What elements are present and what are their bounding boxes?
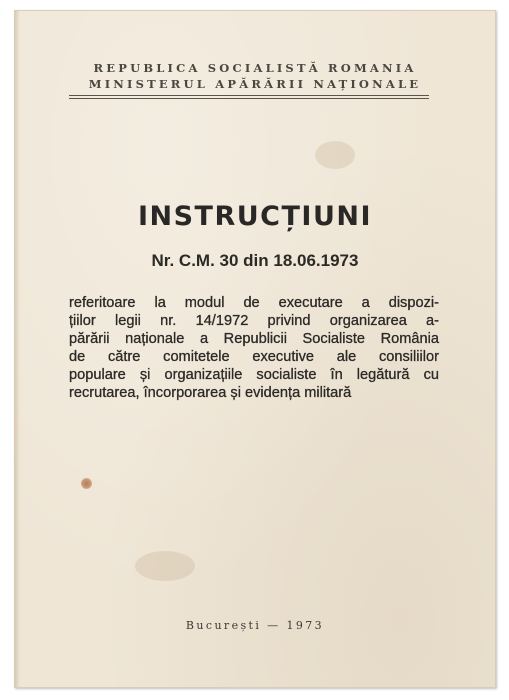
page-edge-shadow xyxy=(15,11,20,687)
description-line: populare și organizațiile socialiste în legătură cu xyxy=(69,367,439,383)
document-title: INSTRUCȚIUNI xyxy=(137,201,373,232)
document-number: Nr. C.M. 30 din 18.06.1973 xyxy=(151,251,359,270)
description-line: de către comitetele executive ale consiliilor xyxy=(69,349,439,365)
description-line: părării naționale a Republicii Socialiste România xyxy=(69,331,439,347)
place-and-year: București — 1973 xyxy=(185,619,325,632)
header-ministry: MINISTERUL APĂRĂRII NAȚIONALE xyxy=(88,77,422,91)
paper-stain xyxy=(81,478,92,489)
header-republic: REPUBLICA SOCIALISTĂ ROMANIA xyxy=(93,61,417,75)
document-description xyxy=(69,294,439,402)
header-rule-double xyxy=(69,98,429,99)
description-line: țiilor legii nr. 14/1972 privind organizarea a- xyxy=(69,313,439,329)
description-line: recrutarea, încorporarea și evidența militară xyxy=(69,385,352,401)
paper-spot xyxy=(135,551,195,581)
description-line: referitoare la modul de executare a dispozi- xyxy=(69,295,439,311)
paper-spot xyxy=(315,141,355,169)
header-rule xyxy=(69,95,429,96)
document-cover xyxy=(14,10,496,688)
